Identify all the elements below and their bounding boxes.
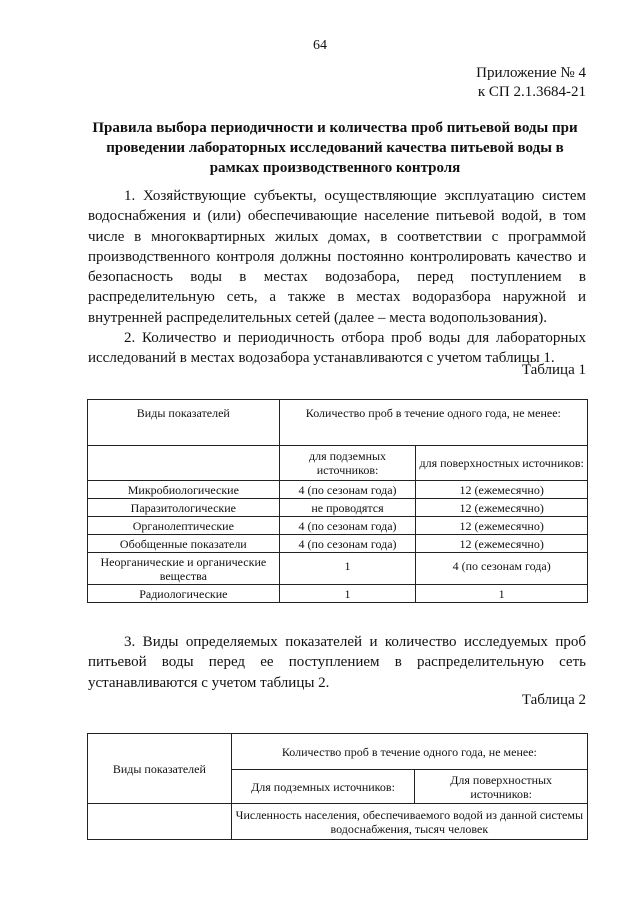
document-title: Правила выбора периодичности и количества проб питьевой воды при проведении лабораторных исследований качества питьевой воды в рамках производственного контроля bbox=[92, 120, 578, 176]
table1-cell-surface: 1 bbox=[416, 585, 588, 603]
table1-cell-surface: 12 (ежемесячно) bbox=[416, 481, 588, 499]
paragraph-3: 3. Виды определяемых показателей и количество исследуемых проб питьевой воды перед ее поступлением в распределительную сеть устанавливаются с учетом таблицы 2. bbox=[88, 634, 586, 691]
table1-header-surface: для поверхностных источников: bbox=[416, 446, 588, 481]
appendix-header bbox=[476, 64, 586, 102]
table1-cell-kind: Микробиологические bbox=[88, 481, 280, 499]
table1-header-empty bbox=[88, 446, 280, 481]
table2-header-kind: Виды показателей bbox=[88, 734, 232, 804]
table2-label: Таблица 2 bbox=[521, 692, 586, 708]
table2-header-underground: Для подземных источников: bbox=[231, 770, 415, 804]
table1-label: Таблица 1 bbox=[521, 362, 586, 378]
table-row bbox=[88, 517, 588, 535]
table2-header-surface: Для поверхностных источников: bbox=[415, 770, 588, 804]
table2-header-empty bbox=[88, 804, 232, 840]
appendix-number: Приложение № 4 bbox=[476, 65, 586, 81]
table-row bbox=[88, 499, 588, 517]
table-row bbox=[88, 535, 588, 553]
table1-cell-underground: 1 bbox=[279, 585, 416, 603]
table1-cell-kind: Органолептические bbox=[88, 517, 280, 535]
table1-header-underground: для подземных источников: bbox=[279, 446, 416, 481]
table-2 bbox=[87, 733, 588, 840]
table-row bbox=[88, 585, 588, 603]
table1-cell-surface: 12 (ежемесячно) bbox=[416, 517, 588, 535]
paragraph-2: 2. Количество и периодичность отбора проб воды для лабораторных исследований в местах водозабора устанавливаются с учетом таблицы 1. bbox=[88, 330, 586, 367]
table1-cell-underground: 4 (по сезонам года) bbox=[279, 517, 416, 535]
table-row bbox=[88, 481, 588, 499]
table1-cell-underground: 1 bbox=[279, 553, 416, 585]
table2-header-population: Численность населения, обеспечиваемого водой из данной системы водоснабжения, тысяч человек bbox=[231, 804, 587, 840]
table-row bbox=[88, 553, 588, 585]
table1-cell-kind: Радиологические bbox=[88, 585, 280, 603]
table1-cell-surface: 4 (по сезонам года) bbox=[416, 553, 588, 585]
table1-cell-underground: не проводятся bbox=[279, 499, 416, 517]
table1-cell-underground: 4 (по сезонам года) bbox=[279, 481, 416, 499]
page-number: 64 bbox=[313, 38, 327, 53]
table1-header-group: Количество проб в течение одного года, не менее: bbox=[279, 400, 587, 446]
table1-cell-surface: 12 (ежемесячно) bbox=[416, 499, 588, 517]
table1-cell-underground: 4 (по сезонам года) bbox=[279, 535, 416, 553]
appendix-reference: к СП 2.1.3684-21 bbox=[477, 84, 586, 100]
table-1 bbox=[87, 399, 588, 603]
table1-cell-kind: Паразитологические bbox=[88, 499, 280, 517]
table1-cell-kind: Неорганические и органические вещества bbox=[88, 553, 280, 585]
table2-header-group: Количество проб в течение одного года, не менее: bbox=[231, 734, 587, 770]
table1-cell-kind: Обобщенные показатели bbox=[88, 535, 280, 553]
table1-header-kind: Виды показателей bbox=[88, 400, 280, 446]
paragraph-1: 1. Хозяйствующие субъекты, осуществляющие эксплуатацию систем водоснабжения и (или) обеспечивающие население питьевой водой, в том числе в многоквартирных жилых домах, в соответствии с программой производственного контроля должны постоянно контролировать качество и безопасность воды в местах водозабора, перед поступлением в распределительную сеть, а также в местах водоразбора наружной и внутренней распределительных сетей (далее – места водопользования). bbox=[88, 188, 586, 326]
table1-cell-surface: 12 (ежемесячно) bbox=[416, 535, 588, 553]
